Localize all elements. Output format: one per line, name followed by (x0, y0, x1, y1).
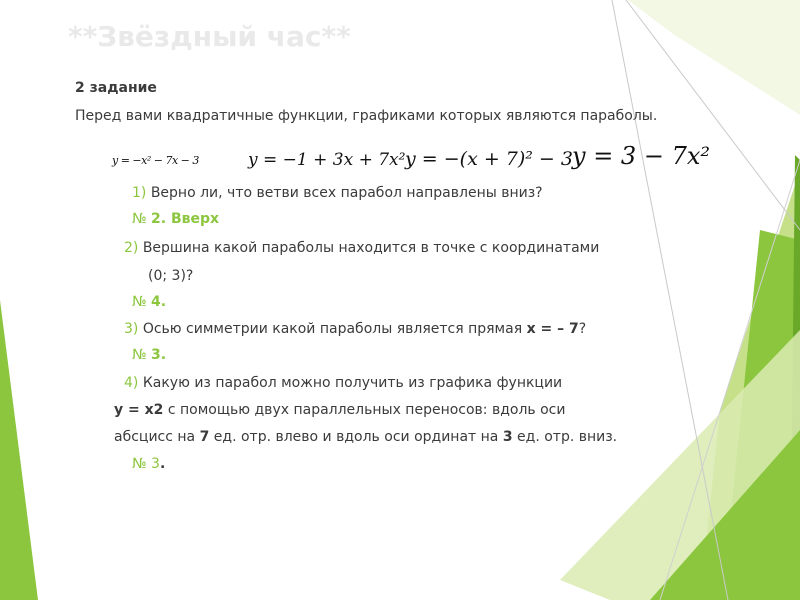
question-text-end: ? (578, 321, 587, 337)
question-number: 2) (124, 240, 139, 256)
task-heading: 2 задание (75, 80, 157, 96)
question-text: Вершина какой параболы находится в точке с координатами (142, 240, 600, 256)
question-3 (124, 321, 586, 337)
answer-value: 3 (151, 456, 160, 472)
formula-1: y = −x² − 7x − 3 (112, 154, 199, 167)
answer-value: 2. Вверх (151, 211, 220, 227)
answer-prefix: № (132, 211, 147, 227)
question-4-line-3 (114, 429, 617, 445)
question-text: ед. отр. влево и вдоль оси ординат на (209, 429, 503, 445)
answer-2 (132, 294, 166, 310)
question-number: 4) (124, 375, 139, 391)
answer-4 (132, 456, 165, 472)
answer-3 (132, 347, 166, 363)
question-text: Осью симметрии какой параболы является прямая (142, 321, 527, 337)
question-4 (124, 375, 562, 391)
symmetry-axis-expr: x = – 7 (526, 321, 579, 337)
question-number: 3) (124, 321, 139, 337)
answer-suffix: . (159, 456, 166, 472)
answer-1 (132, 211, 219, 227)
slide-title: **Звёздный час** (68, 20, 351, 53)
question-text: Верно ли, что ветви всех парабол направлены вниз? (150, 185, 543, 201)
shift-x-value: 7 (199, 429, 210, 445)
question-2-line-2: (0; 3)? (148, 268, 194, 284)
question-4-line-2 (114, 402, 565, 418)
formula-2: y = −1 + 3x + 7x² (248, 150, 406, 170)
question-2 (124, 240, 599, 256)
answer-value: 4. (151, 294, 167, 310)
answer-value: 3. (151, 347, 167, 363)
function-expr: y = x2 (114, 402, 164, 418)
formula-4: y = 3 − 7x² (572, 142, 710, 170)
question-number: 1) (132, 185, 147, 201)
answer-prefix: № (132, 294, 147, 310)
question-text: ед. отр. вниз. (512, 429, 618, 445)
task-intro: Перед вами квадратичные функции, графиками которых являются параболы. (75, 108, 658, 124)
formula-3: y = −(x + 7)² − 3 (405, 148, 573, 170)
question-text: Какую из парабол можно получить из графика функции (142, 375, 563, 391)
question-text: с помощью двух параллельных переносов: вдоль оси (163, 402, 566, 418)
answer-prefix: № (132, 347, 147, 363)
shift-y-value: 3 (502, 429, 513, 445)
question-1 (132, 185, 543, 201)
answer-prefix: № (132, 456, 147, 472)
question-text: абсцисс на (114, 429, 200, 445)
